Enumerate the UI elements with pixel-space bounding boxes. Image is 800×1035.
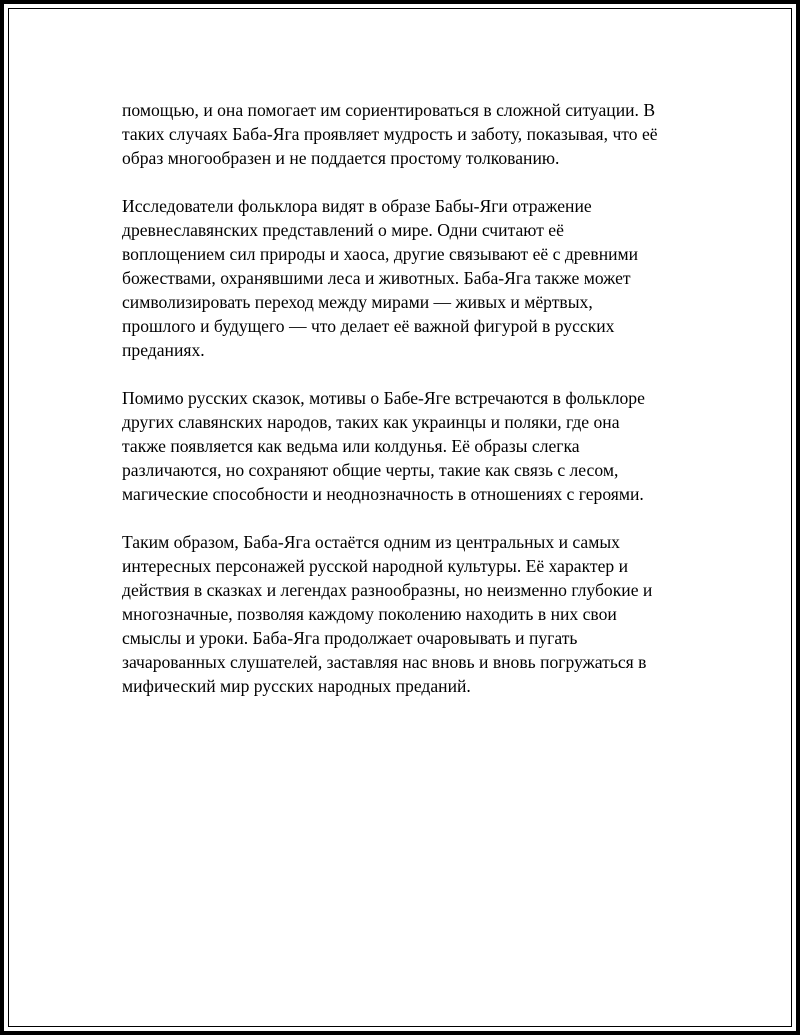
text-line: смыслы и уроки. Баба-Яга продолжает очаровывать и пугать [122, 628, 578, 648]
text-line: Помимо русских сказок, мотивы о Бабе-Яге встречаются в фольклоре [122, 388, 645, 408]
document-body [122, 98, 702, 722]
text-line: Таким образом, Баба-Яга остаётся одним из центральных и самых [122, 532, 620, 552]
text-line: магические способности и неоднозначность в отношениях с героями. [122, 484, 644, 504]
text-line: мифический мир русских народных преданий. [122, 676, 471, 696]
text-line: символизировать переход между мирами — живых и мёртвых, [122, 292, 593, 312]
text-line: также появляется как ведьма или колдунья. Её образы слегка [122, 436, 580, 456]
text-line: божествами, охранявшими леса и животных. Баба-Яга также может [122, 268, 631, 288]
text-line: Исследователи фольклора видят в образе Бабы-Яги отражение [122, 196, 592, 216]
paragraph-2 [122, 194, 702, 362]
text-line: других славянских народов, таких как украинцы и поляки, где она [122, 412, 620, 432]
text-line: помощью, и она помогает им сориентироваться в сложной ситуации. В [122, 100, 656, 120]
text-line: древнеславянских представлений о мире. Одни считают её [122, 220, 564, 240]
paragraph-4 [122, 530, 702, 698]
text-line: образ многообразен и не поддается простому толкованию. [122, 148, 560, 168]
paragraph-1 [122, 98, 702, 170]
text-line: различаются, но сохраняют общие черты, такие как связь с лесом, [122, 460, 619, 480]
text-line: прошлого и будущего — что делает её важной фигурой в русских [122, 316, 615, 336]
text-line: многозначные, позволяя каждому поколению находить в них свои [122, 604, 617, 624]
text-line: преданиях. [122, 340, 205, 360]
text-line: зачарованных слушателей, заставляя нас вновь и вновь погружаться в [122, 652, 647, 672]
text-line: интересных персонажей русской народной культуры. Её характер и [122, 556, 629, 576]
text-line: таких случаях Баба-Яга проявляет мудрость и заботу, показывая, что её [122, 124, 658, 144]
text-line: действия в сказках и легендах разнообразны, но неизменно глубокие и [122, 580, 653, 600]
text-line: воплощением сил природы и хаоса, другие связывают её с древними [122, 244, 639, 264]
paragraph-3 [122, 386, 702, 506]
